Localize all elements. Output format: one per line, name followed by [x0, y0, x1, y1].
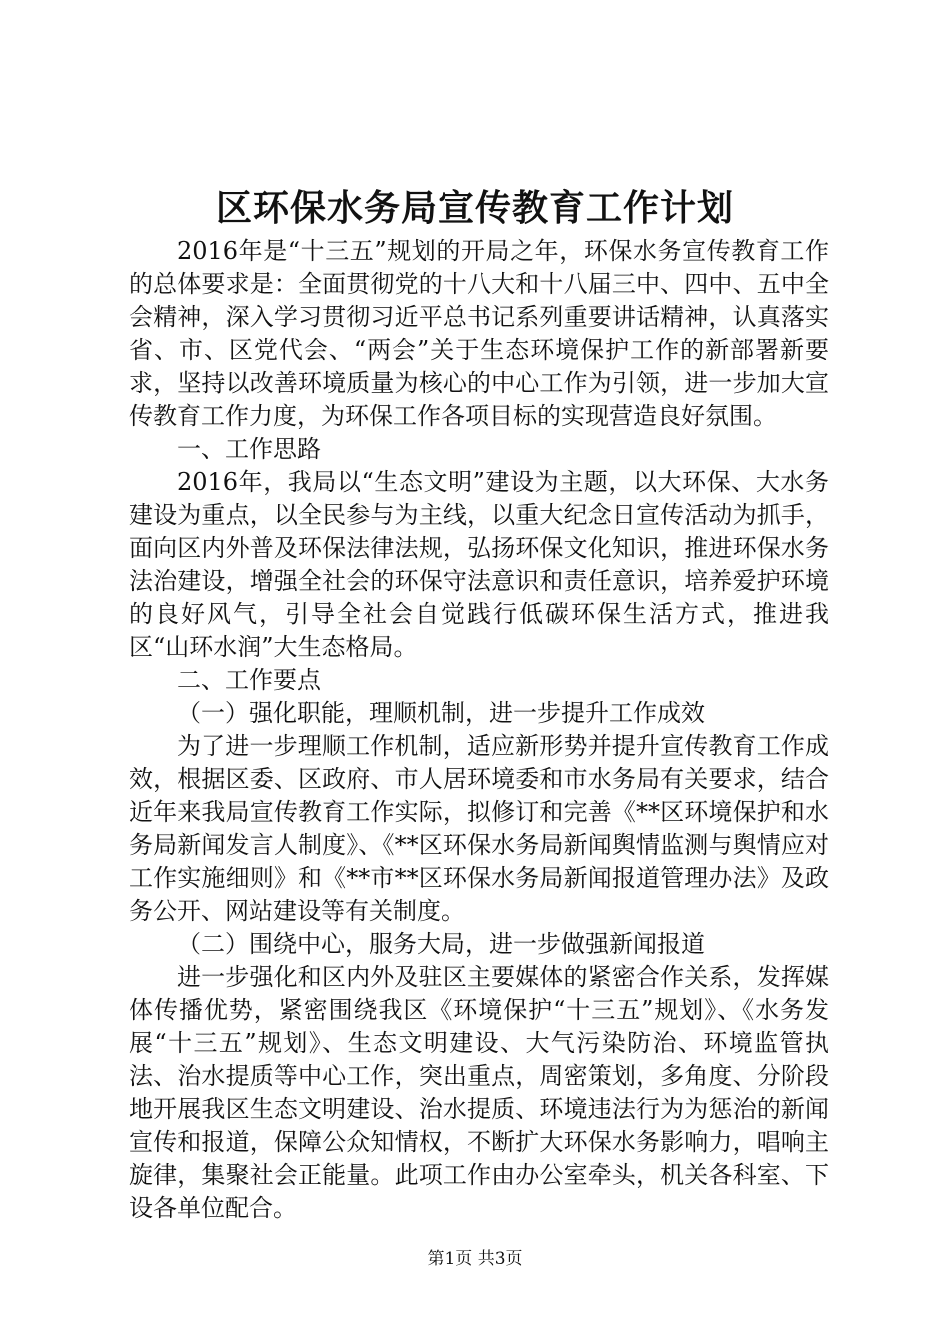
subsection-heading-2: （二）围绕中心，服务大局，进一步做强新闻报道 — [177, 930, 705, 958]
paragraph-work-approach: 2016年，我局以“生态文明”建设为主题，以大环保、大水务建设为重点，以全民参与为主线，以重大纪念日宣传活动为抓手，面向区内外普及环保法律法规，弘扬环保文化知识，推进环保水务法治建设，增强全社会的环保守法意识和责任意识，培养爱护环境的良好风气，引导全社会自觉践行低碳环保生活方式，推进我区“山环水润”大生态格局。 — [129, 468, 829, 661]
section-heading-2: 二、工作要点 — [177, 666, 321, 694]
paragraph-mechanism: 为了进一步理顺工作机制，适应新形势并提升宣传教育工作成效，根据区委、区政府、市人居环境委和市水务局有关要求，结合近年来我局宣传教育工作实际，拟修订和完善《**区环境保护和水务局新闻发言人制度》、《**区环保水务局新闻舆情监测与舆情应对工作实施细则》和《**市**区环保水务局新闻报道管理办法》及政务公开、网站建设等有关制度。 — [129, 732, 829, 925]
subsection-heading-1: （一）强化职能，理顺机制，进一步提升工作成效 — [177, 699, 705, 727]
page-number: 第1页 共3页 — [427, 1249, 523, 1269]
paragraph-news-reporting: 进一步强化和区内外及驻区主要媒体的紧密合作关系，发挥媒体传播优势，紧密围绕我区《环境保护“十三五”规划》、《水务发展“十三五”规划》、生态文明建设、大气污染防治、环境监管执法、治水提质等中心工作，突出重点，周密策划，多角度、分阶段地开展我区生态文明建设、治水提质、环境违法行为为惩治的新闻宣传和报道，保障公众知情权，不断扩大环保水务影响力，唱响主旋律，集聚社会正能量。此项工作由办公室牵头，机关各科室、下设各单位配合。 — [129, 963, 829, 1222]
section-heading-1: 一、工作思路 — [177, 435, 321, 463]
document-body — [129, 235, 829, 1225]
document-title: 区环保水务局宣传教育工作计划 — [215, 187, 734, 229]
paragraph-intro: 2016年是“十三五”规划的开局之年，环保水务宣传教育工作的总体要求是：全面贯彻党的十八大和十八届三中、四中、五中全会精神，深入学习贯彻习近平总书记系列重要讲话精神，认真落实省、市、区党代会、“两会”关于生态环境保护工作的新部署新要求，坚持以改善环境质量为核心的中心工作为引领，进一步加大宣传教育工作力度，为环保工作各项目标的实现营造良好氛围。 — [129, 237, 829, 430]
